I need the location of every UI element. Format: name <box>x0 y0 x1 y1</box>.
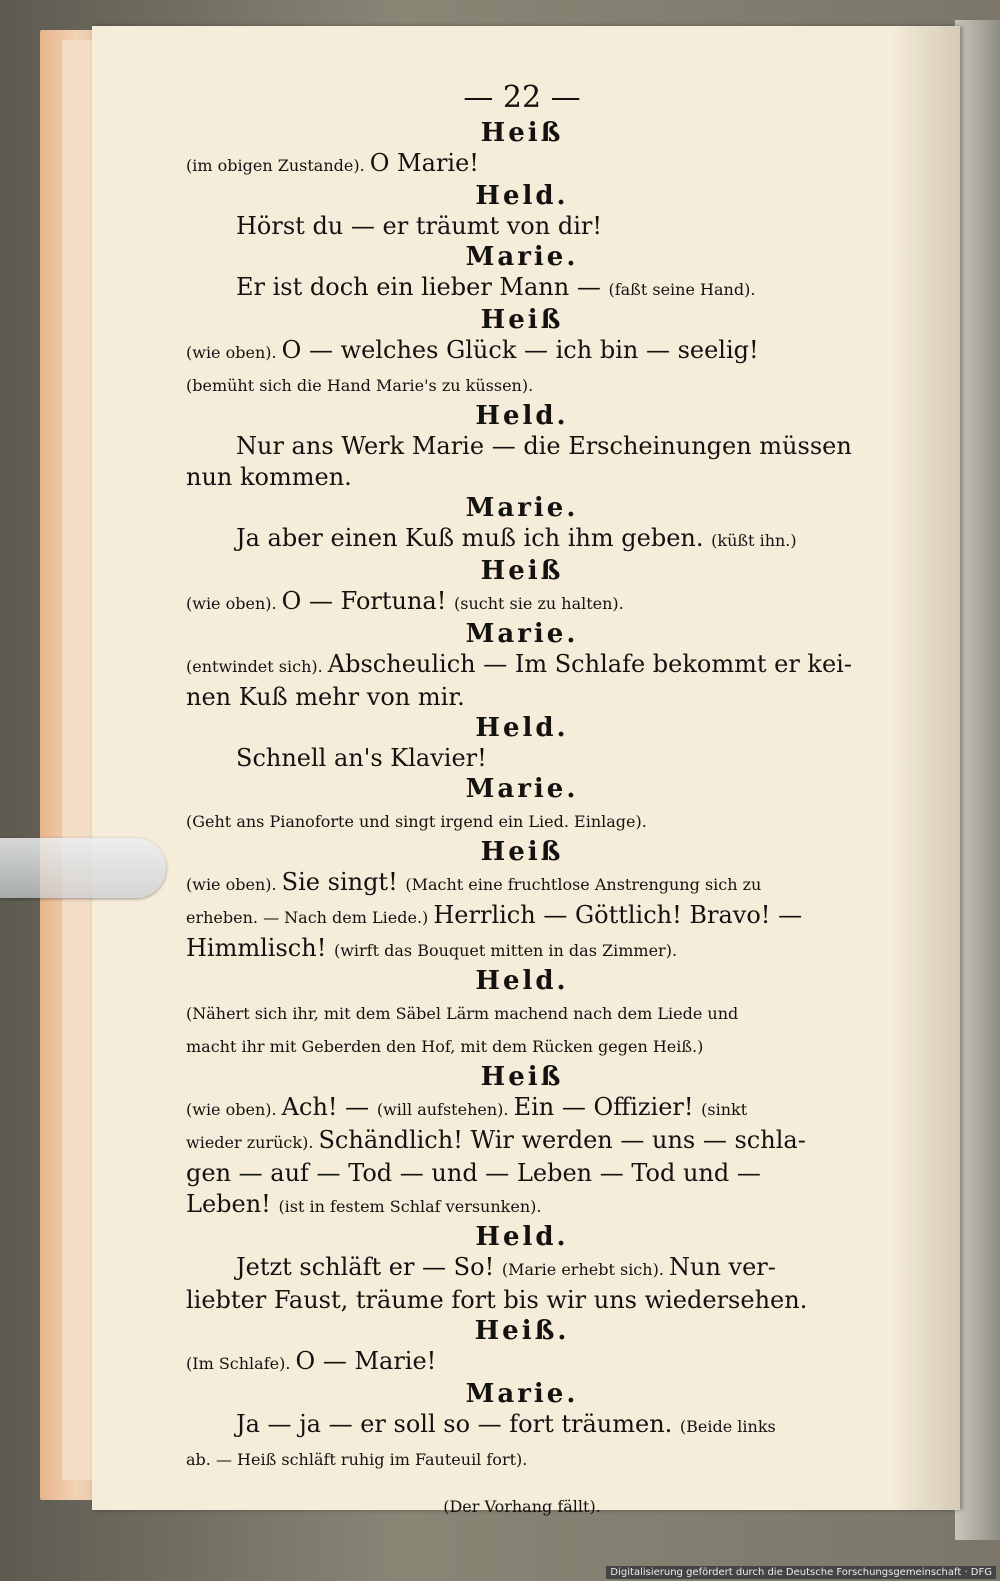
script-line <box>186 743 858 774</box>
speaker-name: Heiß <box>480 556 564 586</box>
speaker-name: Marie. <box>465 1379 579 1409</box>
dialogue-text: O — welches Glück — ich bin — seelig! <box>281 336 759 364</box>
script-line <box>186 368 858 401</box>
stage-direction: (faßt seine Hand). <box>608 280 756 299</box>
closing-direction <box>186 1489 858 1522</box>
dialogue-text: Er ist doch ein lieber Mann — <box>236 273 609 301</box>
script-line <box>186 1158 858 1189</box>
dialogue-text: O Marie! <box>369 149 479 177</box>
script-line <box>186 272 858 305</box>
script-line <box>186 1189 858 1222</box>
speaker-name: Held. <box>475 966 569 996</box>
speaker-name: Marie. <box>465 619 579 649</box>
speaker-name: Heiß <box>480 1062 564 1092</box>
dialogue-text: Abscheulich — Im Schlafe bekommt er kei- <box>327 650 852 678</box>
script-line <box>186 1029 858 1062</box>
script-line <box>186 682 858 713</box>
spacer <box>186 1475 858 1489</box>
stage-direction: (will aufstehen). <box>376 1100 514 1119</box>
script-line <box>186 462 858 493</box>
speaker-name: Held. <box>475 713 569 743</box>
stage-direction: (ist in festem Schlaf versunken). <box>278 1197 542 1216</box>
dialogue-text: Sie singt! <box>281 868 406 896</box>
script-line <box>186 900 858 933</box>
script-line <box>186 996 858 1029</box>
stage-direction: (küßt ihn.) <box>711 531 797 550</box>
script-line <box>186 804 858 837</box>
dialogue-text: gen — auf — Tod — und — Leben — Tod und — <box>186 1159 761 1187</box>
script-line <box>186 1252 858 1285</box>
dialogue-text: Ja — ja — er soll so — fort träumen. <box>236 1410 680 1438</box>
stage-direction: (Macht eine fruchtlose Anstrengung sich zu <box>405 875 762 894</box>
dialogue-text: Jetzt schläft er — So! <box>236 1253 502 1281</box>
speaker-name: Marie. <box>465 774 579 804</box>
script-line <box>186 1092 858 1125</box>
stage-direction: (bemüht sich die Hand Marie's zu küssen). <box>186 376 534 395</box>
dialogue-text: Herrlich — Göttlich! Bravo! — <box>433 901 803 929</box>
speaker-name: Marie. <box>465 493 579 523</box>
script-line <box>186 335 858 368</box>
stage-direction: (wie oben). <box>186 343 282 362</box>
dialogue-text: O — Marie! <box>295 1347 437 1375</box>
speaker-name: Heiß. <box>474 1316 570 1346</box>
stage-direction: (im obigen Zustande). <box>186 156 370 175</box>
speaker-name: Held. <box>475 1222 569 1252</box>
stage-direction: (entwindet sich). <box>186 657 328 676</box>
stage-direction: (wie oben). <box>186 594 282 613</box>
dialogue-text: Nur ans Werk Marie — die Erscheinungen müssen <box>236 432 852 460</box>
page-gutter-shadow <box>890 26 960 1510</box>
stage-direction: (sucht sie zu halten). <box>454 594 624 613</box>
stage-direction: ab. — Heiß schläft ruhig im Fauteuil fort). <box>186 1450 528 1469</box>
dialogue-text: Himmlisch! <box>186 934 334 962</box>
script-line <box>186 211 858 242</box>
stage-direction: (Marie erhebt sich). <box>501 1260 669 1279</box>
script-line <box>186 1125 858 1158</box>
scan-clip-tool <box>0 838 166 898</box>
script-line <box>186 586 858 619</box>
script-line <box>186 933 858 966</box>
dialogue-text: nun kommen. <box>186 463 352 491</box>
page-number: — 22 — <box>463 80 581 115</box>
speaker-name: Marie. <box>465 242 579 272</box>
dialogue-text: Schnell an's Klavier! <box>236 744 487 772</box>
script-line <box>186 523 858 556</box>
speaker-name: Held. <box>475 401 569 431</box>
script-blocks <box>186 118 858 1522</box>
book-spine <box>955 20 1000 1540</box>
dialogue-text: Leben! <box>186 1190 279 1218</box>
stage-direction: (Im Schlafe). <box>186 1354 296 1373</box>
script-line <box>186 867 858 900</box>
script-line <box>186 431 858 462</box>
stage-direction: (Nähert sich ihr, mit dem Säbel Lärm machend nach dem Liede und <box>186 1004 739 1023</box>
script-line <box>186 1409 858 1442</box>
stage-direction: (Beide links <box>679 1417 776 1436</box>
script-line <box>186 649 858 682</box>
dialogue-text: Schändlich! Wir werden — uns — schla- <box>318 1126 806 1154</box>
speaker-name: Heiß <box>480 118 564 148</box>
stage-direction: (wie oben). <box>186 875 282 894</box>
speaker-name: Heiß <box>480 305 564 335</box>
dialogue-text: Nun ver- <box>668 1253 776 1281</box>
dfg-footer-credit: Digitalisierung gefördert durch die Deutsche Forschungsgemeinschaft · DFG <box>606 1566 996 1579</box>
stage-direction: erheben. — Nach dem Liede.) <box>186 908 434 927</box>
page-text <box>186 78 858 1522</box>
dialogue-text: Hörst du — er träumt von dir! <box>236 212 602 240</box>
script-line <box>186 1442 858 1475</box>
dialogue-text: liebter Faust, träume fort bis wir uns wiedersehen. <box>186 1286 808 1314</box>
speaker-name: Heiß <box>480 837 564 867</box>
stage-direction: (wirft das Bouquet mitten in das Zimmer). <box>333 941 678 960</box>
stage-direction: wieder zurück). <box>186 1133 319 1152</box>
stage-direction: macht ihr mit Geberden den Hof, mit dem Rücken gegen Heiß.) <box>186 1037 704 1056</box>
dialogue-text: Ein — Offizier! <box>513 1093 702 1121</box>
script-line <box>186 148 858 181</box>
dialogue-text: Ach! — <box>281 1093 377 1121</box>
stage-direction: (Der Vorhang fällt). <box>443 1497 601 1516</box>
dialogue-text: Ja aber einen Kuß muß ich ihm geben. <box>236 524 712 552</box>
stage-direction: (sinkt <box>701 1100 748 1119</box>
speaker-name: Held. <box>475 181 569 211</box>
dialogue-text: nen Kuß mehr von mir. <box>186 683 465 711</box>
script-line <box>186 1346 858 1379</box>
script-line <box>186 1285 858 1316</box>
dialogue-text: O — Fortuna! <box>281 587 455 615</box>
stage-direction: (wie oben). <box>186 1100 282 1119</box>
stage-direction: (Geht ans Pianoforte und singt irgend ein Lied. Einlage). <box>186 812 647 831</box>
